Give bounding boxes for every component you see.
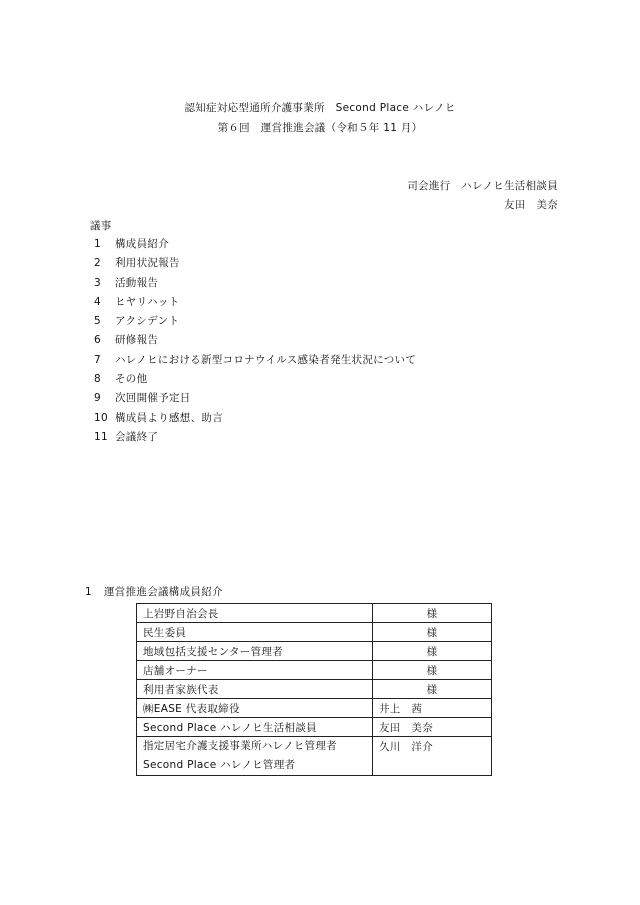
members-table [136, 603, 492, 776]
table-row [137, 661, 492, 680]
chair-role: 司会進行 ハレノヒ生活相談員 [407, 180, 558, 192]
member-role: 店舗オーナー [137, 661, 373, 680]
table-row [137, 604, 492, 623]
document-title-line1: 認知症対応型通所介護事業所 Second Place ハレノヒ [184, 102, 456, 114]
agenda-item-number: 7 [94, 354, 101, 366]
member-name: 様 [373, 604, 492, 623]
table-row [137, 623, 492, 642]
table-row [137, 642, 492, 661]
section-title: 運営推進会議構成員紹介 [104, 586, 223, 598]
table-row [137, 699, 492, 718]
agenda-item-text: ハレノヒにおける新型コロナウイルス感染者発生状況について [115, 354, 417, 366]
agenda-item-number: 5 [94, 315, 101, 327]
agenda-item-number: 11 [94, 431, 108, 443]
member-role-line1: 指定居宅介護支援事業所ハレノヒ管理者 [143, 740, 337, 752]
agenda-item-number: 8 [94, 373, 101, 385]
agenda-item-text: その他 [115, 373, 148, 385]
member-name: 様 [373, 623, 492, 642]
agenda-item-number: 3 [94, 277, 101, 289]
agenda-item-text: 研修報告 [115, 334, 159, 346]
document-title-line2: 第６回 運営推進会議（令和５年 11 月） [217, 122, 423, 134]
chair-name: 友田 美奈 [504, 199, 558, 211]
agenda-item-text: 活動報告 [115, 277, 159, 289]
section-number: 1 [85, 586, 92, 598]
agenda-item-number: 1 [94, 238, 101, 250]
member-role: ㈱EASE 代表取締役 [137, 699, 373, 718]
member-role: Second Place ハレノヒ生活相談員 [137, 718, 373, 737]
agenda-item-text: 利用状況報告 [115, 257, 180, 269]
member-role-line2: Second Place ハレノヒ管理者 [143, 759, 296, 771]
member-role: 利用者家族代表 [137, 680, 373, 699]
agenda-item-text: 構成員より感想、助言 [115, 412, 223, 424]
agenda-item-number: 9 [94, 392, 101, 404]
agenda-heading: 議事 [90, 220, 112, 232]
member-name: 久川 洋介 [373, 737, 492, 776]
member-role: 上岩野自治会長 [137, 604, 373, 623]
agenda-item-number: 6 [94, 334, 101, 346]
agenda-item-number: 2 [94, 257, 101, 269]
agenda-item-number: 10 [94, 412, 108, 424]
agenda-item-text: 構成員紹介 [115, 238, 169, 250]
member-name: 友田 美奈 [373, 718, 492, 737]
table-row [137, 680, 492, 699]
agenda-item-number: 4 [94, 296, 101, 308]
member-role: 民生委員 [137, 623, 373, 642]
agenda-item-text: ヒヤリハット [115, 296, 180, 308]
member-role [137, 737, 373, 776]
member-role: 地域包括支援センター管理者 [137, 642, 373, 661]
member-name: 様 [373, 642, 492, 661]
member-name: 様 [373, 661, 492, 680]
agenda-item-text: アクシデント [115, 315, 180, 327]
table-row [137, 718, 492, 737]
agenda-item-text: 次回開催予定日 [115, 392, 191, 404]
agenda-item-text: 会議終了 [115, 431, 159, 443]
member-name: 井上 茜 [373, 699, 492, 718]
table-row [137, 737, 492, 776]
member-name: 様 [373, 680, 492, 699]
